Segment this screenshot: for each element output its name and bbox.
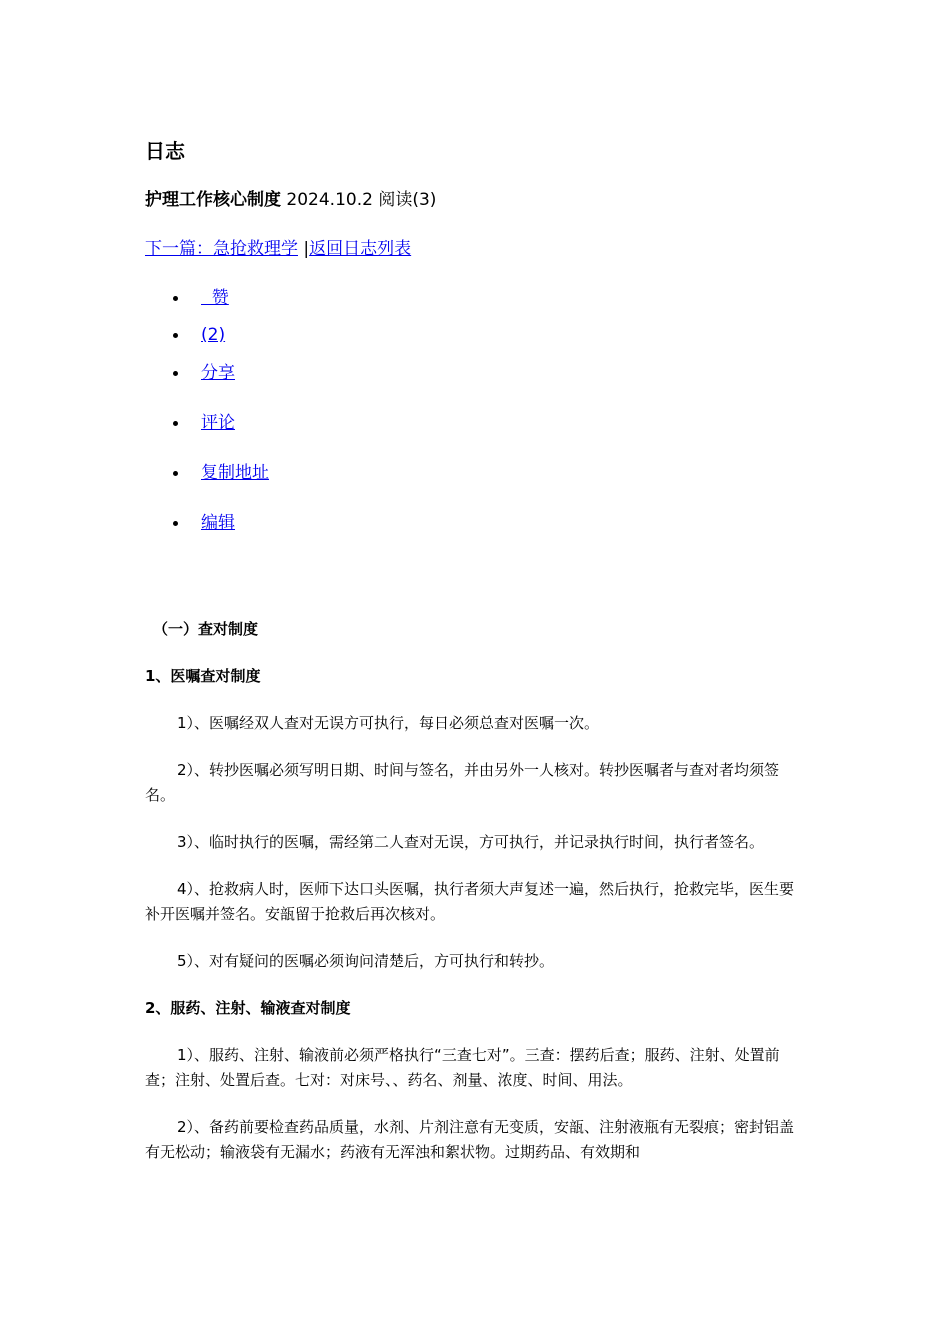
action-item-edit: [145, 510, 269, 536]
action-item-copy-url: [145, 460, 269, 486]
next-post-link[interactable]: 下一篇：急抢救理学: [145, 239, 298, 259]
paragraph: 1）、医嘱经双人查对无误方可执行，每日必须总查对医嘱一次。: [177, 714, 600, 732]
paragraph: 4）、抢救病人时，医师下达口头医嘱，执行者须大声复述一遍，然后执行，抢救完毕，医生要补开医嘱并签名。安瓿留于抢救后再次核对。: [145, 880, 795, 923]
action-item-like-count: [145, 322, 269, 348]
action-item-share: [145, 360, 269, 386]
paragraph: 1）、服药、注射、输液前必须严格执行“三查七对”。三查：摆药后查；服药、注射、处置前查；注射、处置后查。七对：对床号、、药名、剂量、浓度、时间、用法。: [145, 1046, 780, 1089]
back-to-list-link[interactable]: 返回日志列表: [309, 239, 412, 259]
section-heading: （一）查对制度: [153, 620, 259, 638]
like-count-link[interactable]: (2): [201, 325, 226, 345]
post-meta: [145, 187, 436, 213]
post-title: 护理工作核心制度: [145, 190, 281, 210]
post-date: 2024.10.2: [286, 190, 373, 210]
subsection-heading: 2、服药、注射、输液查对制度: [145, 999, 351, 1017]
edit-link[interactable]: 编辑: [201, 513, 235, 533]
action-item-like: [145, 285, 269, 311]
subsection-heading: 1、医嘱查对制度: [145, 667, 261, 685]
post-actions: [145, 285, 269, 536]
paragraph: 2）、备药前要检查药品质量，水剂、片剂注意有无变质，安瓿、注射液瓶有无裂痕；密封铝盖有无松动；输液袋有无漏水；药液有无浑浊和絮状物。过期药品、有效期和: [145, 1118, 795, 1161]
post-content: [145, 617, 805, 1165]
paragraph: 2）、转抄医嘱必须写明日期、时间与签名，并由另外一人核对。转抄医嘱者与查对者均须签名。: [145, 761, 780, 804]
read-count: 阅读(3): [378, 190, 437, 210]
paragraph: 5）、对有疑问的医嘱必须询问清楚后，方可执行和转抄。: [177, 952, 555, 970]
comment-link[interactable]: 评论: [201, 413, 235, 433]
nav-separator: |: [303, 239, 310, 259]
action-item-comment: [145, 410, 269, 436]
post-navigation: [145, 236, 411, 262]
copy-url-link[interactable]: 复制地址: [201, 463, 269, 483]
share-link[interactable]: 分享: [201, 363, 235, 383]
page-title: 日志: [145, 139, 185, 163]
like-link[interactable]: 赞: [201, 288, 229, 308]
paragraph: 3）、临时执行的医嘱，需经第二人查对无误，方可执行，并记录执行时间，执行者签名。: [177, 833, 765, 851]
